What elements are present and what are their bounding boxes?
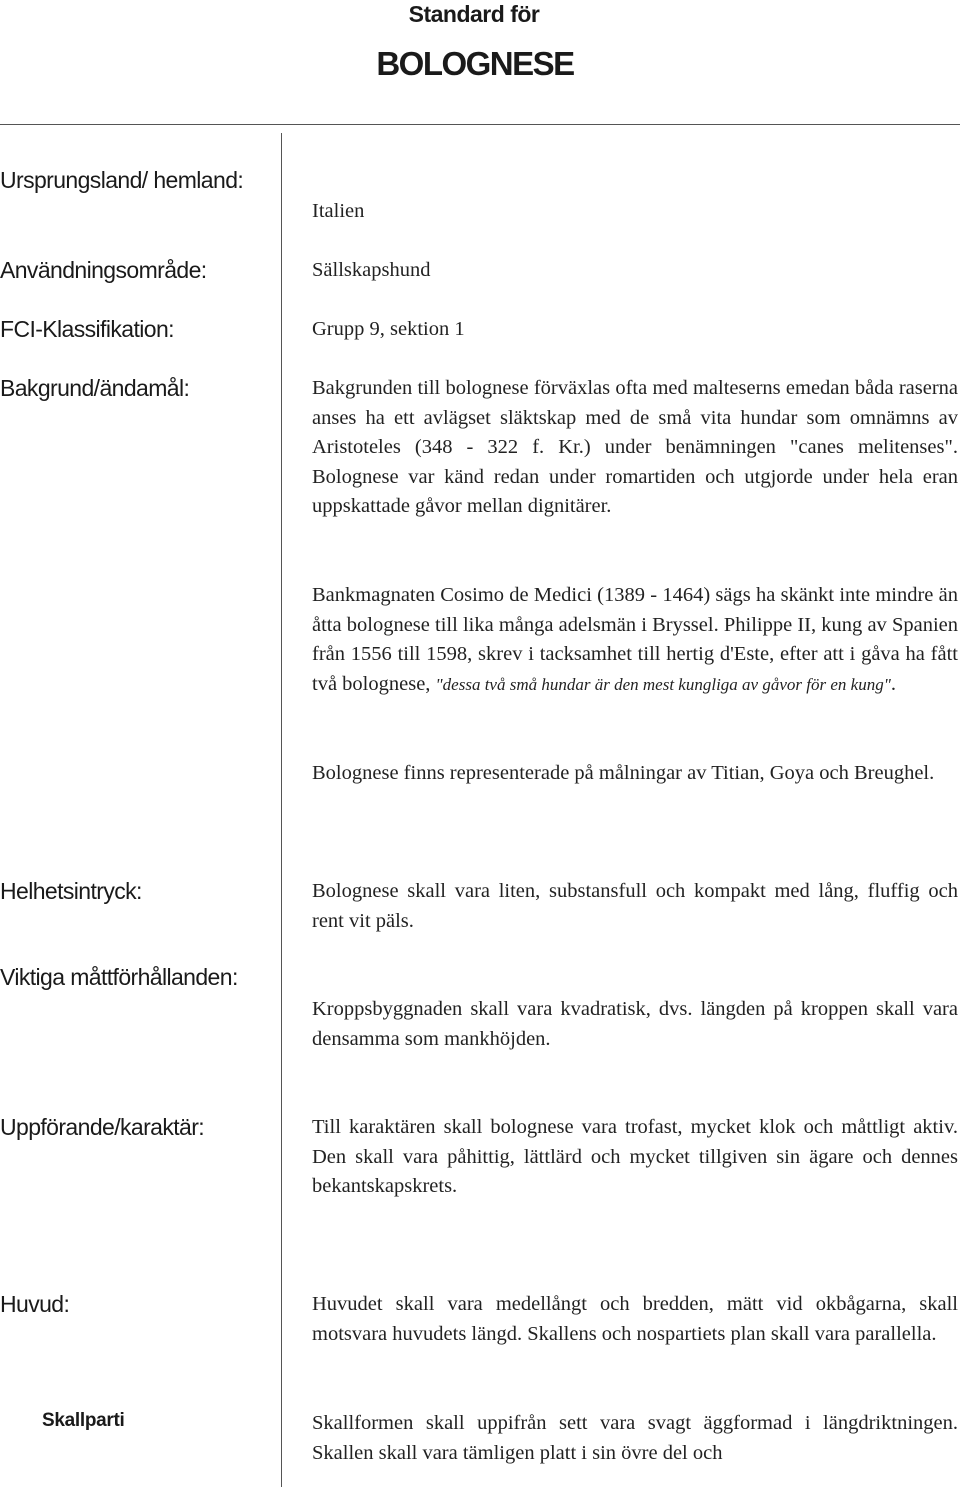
text-bakgrund-2 bbox=[312, 581, 958, 699]
label-huvud: Huvud: bbox=[0, 1291, 70, 1317]
text-huvud: Huvudet skall vara medellångt och bredden, mätt vid okbågarna, skall motsvara huvudets längd. Skallens och nospartiets plan skall vara parallella. bbox=[312, 1293, 958, 1345]
bakgrund-paragraph-2 bbox=[312, 581, 958, 699]
bakgrund-quote: "dessa två små hundar är den mest kungliga av gåvor för en kung" bbox=[435, 674, 891, 694]
label-ursprungsland: Ursprungsland/ hemland: bbox=[0, 167, 244, 193]
text-ursprungsland: Italien bbox=[312, 200, 365, 222]
document-subtitle: Standard för bbox=[408, 1, 540, 27]
document-title: BOLOGNESE bbox=[376, 45, 574, 82]
text-uppforande-karaktar: Till karaktären skall bolognese vara trofast, mycket klok och måttligt aktiv. Den skall vara påhittig, lättlärd och mycket tillgiven sin ägare och dennes bekantskapskrets. bbox=[312, 1116, 958, 1197]
bakgrund-paragraph-2-start: Bankmagnaten Cosimo de Medici (1389 - 1464) sägs ha skänkt inte mindre än åtta bolognese till lika många adelsmän i Bryssel. Philippe II, kung av Spanien från 1556 till 1598, skrev i tacksamhet till hertig d'Este, efter att i gåva ha fått två bolognese, bbox=[312, 584, 958, 695]
bakgrund-paragraph-1: Bakgrunden till bolognese förväxlas ofta med malteserns emedan båda raserna anses ha ett avlägset släktskap med de små vita hundar som omnämns av Aristoteles (348 - 322 f. Kr.) under benämningen "canes melitenses". Bolognese var känd redan under romartiden och utgjorde under hela eran uppskattade gåvor mellan dignitärer. bbox=[312, 377, 958, 517]
bakgrund-paragraph-3: Bolognese finns representerade på målningar av Titian, Goya och Breughel. bbox=[312, 762, 935, 784]
label-viktiga-mattforhallanden: Viktiga måttförhållanden: bbox=[0, 964, 238, 990]
text-bakgrund-3 bbox=[312, 759, 958, 789]
label-skallparti: Skallparti bbox=[42, 1410, 125, 1431]
label-uppforande-karaktar: Uppförande/karaktär: bbox=[0, 1114, 205, 1140]
text-anvandningsomrade: Sällskapshund bbox=[312, 259, 431, 281]
text-fci-klassifikation: Grupp 9, sektion 1 bbox=[312, 318, 465, 340]
header-divider bbox=[0, 124, 960, 125]
column-divider bbox=[281, 133, 282, 1487]
text-helhetsintryck: Bolognese skall vara liten, substansfull och kompakt med lång, fluffig och rent vit päls. bbox=[312, 880, 958, 932]
bakgrund-paragraph-2-end: . bbox=[890, 672, 896, 695]
text-skallparti: Skallformen skall uppifrån sett vara svagt äggformad i längdriktningen. Skallen skall vara tämligen platt i sin övre del och bbox=[312, 1412, 958, 1464]
label-anvandningsomrade: Användningsområde: bbox=[0, 257, 207, 283]
label-fci-klassifikation: FCI-Klassifikation: bbox=[0, 316, 174, 342]
label-helhetsintryck: Helhetsintryck: bbox=[0, 878, 142, 904]
text-bakgrund bbox=[312, 374, 958, 522]
text-viktiga-mattforhallanden: Kroppsbyggnaden skall vara kvadratisk, dvs. längden på kroppen skall vara densamma som mankhöjden. bbox=[312, 998, 958, 1050]
label-bakgrund: Bakgrund/ändamål: bbox=[0, 375, 190, 401]
